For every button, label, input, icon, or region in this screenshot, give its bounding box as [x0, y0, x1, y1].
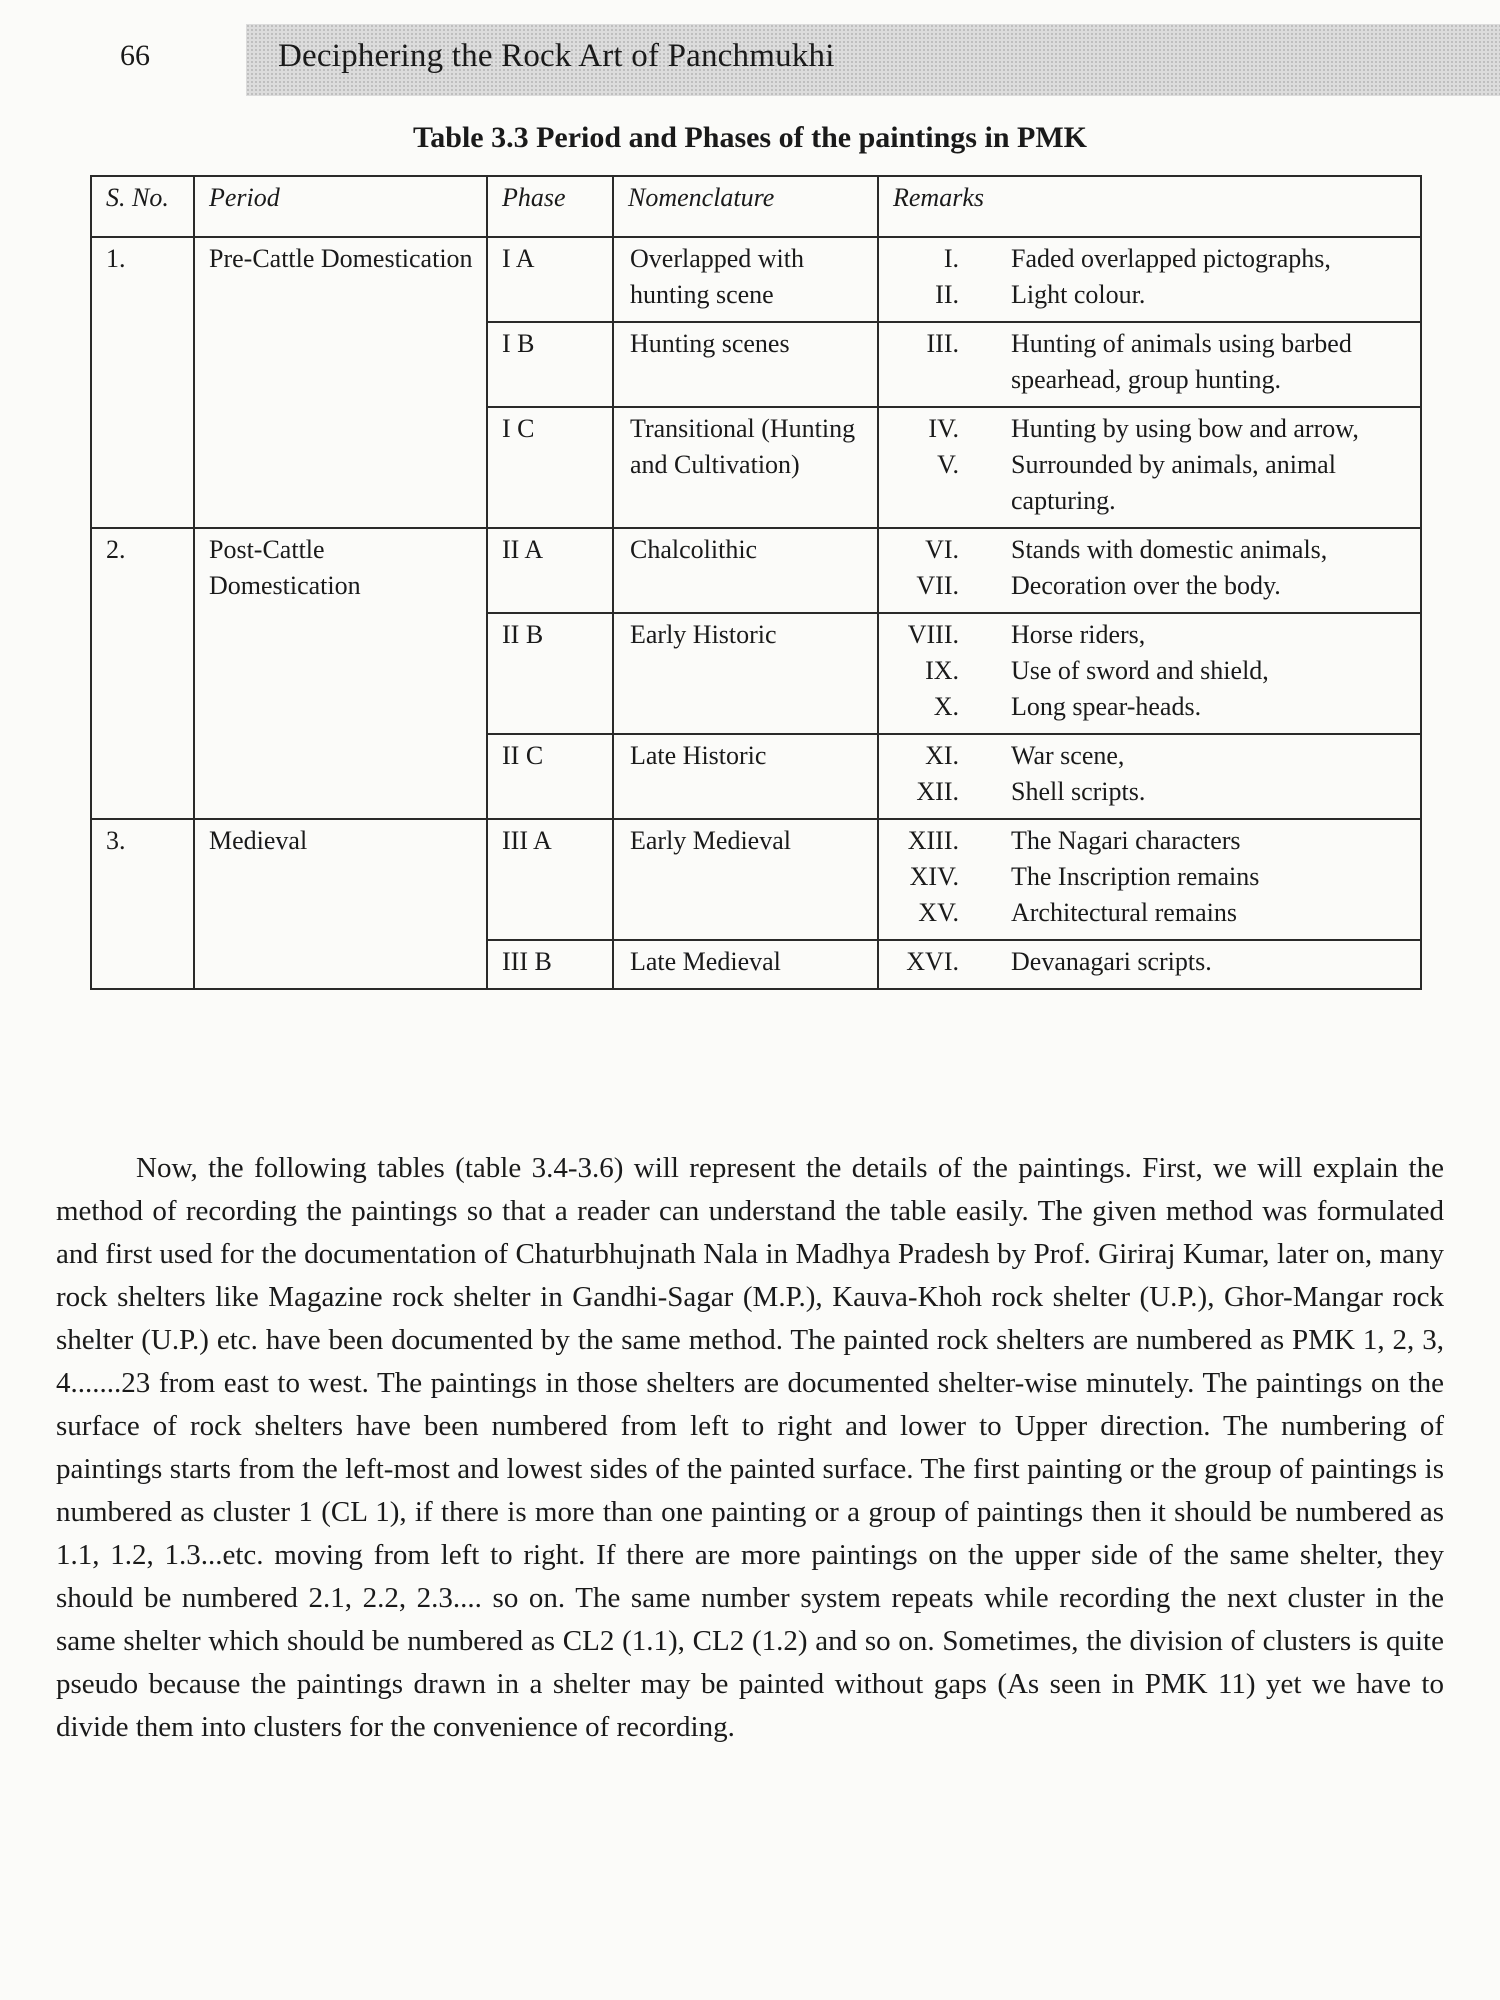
periods-table [90, 175, 1422, 990]
remark-numeral: XV. [918, 898, 959, 927]
cell-nomenclature: Overlapped with hunting scene [613, 237, 878, 322]
remark-item [893, 617, 1410, 653]
remark-text: The Inscription remains [1011, 862, 1260, 891]
remark-text: Surrounded by animals, animal capturing. [1011, 450, 1336, 515]
remarks-list [893, 738, 1410, 810]
remarks-list [893, 823, 1410, 931]
remark-item [893, 859, 1410, 895]
remarks-list [893, 411, 1410, 519]
page-number: 66 [120, 39, 150, 72]
cell-phase: III B [487, 940, 613, 989]
cell-sno: 3. [91, 819, 194, 989]
cell-phase: II C [487, 734, 613, 819]
cell-nomenclature: Early Medieval [613, 819, 878, 940]
column-header-phase: Phase [487, 176, 613, 237]
cell-remarks [878, 940, 1421, 989]
remark-numeral: VI. [925, 535, 959, 564]
remarks-list [893, 617, 1410, 725]
remark-item [893, 895, 1410, 931]
remark-numeral: V. [937, 450, 959, 479]
remark-numeral: III. [926, 329, 959, 358]
column-header-sno: S. No. [91, 176, 194, 237]
remark-numeral: XII. [916, 777, 959, 806]
remark-text: Light colour. [1011, 280, 1146, 309]
cell-remarks [878, 613, 1421, 734]
column-header-nomenclature: Nomenclature [613, 176, 878, 237]
remark-item [893, 277, 1410, 313]
remark-text: Architectural remains [1011, 898, 1237, 927]
cell-phase: II B [487, 613, 613, 734]
cell-nomenclature: Early Historic [613, 613, 878, 734]
cell-phase: III A [487, 819, 613, 940]
remark-numeral: XI. [925, 741, 959, 770]
remark-item [893, 823, 1410, 859]
remark-item [893, 738, 1410, 774]
remark-item [893, 653, 1410, 689]
remark-item [893, 326, 1410, 398]
remark-text: Use of sword and shield, [1011, 656, 1269, 685]
cell-remarks [878, 237, 1421, 322]
table-caption: Table 3.3 Period and Phases of the paintings in PMK [413, 121, 1087, 154]
remark-numeral: X. [933, 692, 959, 721]
table-row [91, 819, 1421, 940]
body-paragraph: Now, the following tables (table 3.4-3.6) will represent the details of the paintings. First, we will explain the method of recording the paintings so that a reader can understand the table easily. The given method was formulated and first used for the documentation of Chaturbhujnath Nala in Madhya Pradesh by Prof. Giriraj Kumar, later on, many rock shelters like Magazine rock shelter in Gandhi-Sagar (M.P.), Kauva-Khoh rock shelter (U.P.), Ghor-Mangar rock shelter (U.P.) etc. have been documented by the same method. The painted rock shelters are numbered as PMK 1, 2, 3, 4.......23 from east to west. The paintings in those shelters are documented shelter-wise minutely. The paintings on the surface of rock shelters have been numbered from left to right and lower to Upper direction. The numbering of paintings starts from the left-most and lowest sides of the painted surface. The first painting or the group of paintings is numbered as cluster 1 (CL 1), if there is more than one painting or a group of paintings then it should be numbered as 1.1, 1.2, 1.3...etc. moving from left to right. If there are more paintings on the upper side of the same shelter, they should be numbered 2.1, 2.2, 2.3.... so on. The same number system repeats while recording the next cluster in the same shelter which should be numbered as CL2 (1.1), CL2 (1.2) and so on. Sometimes, the division of clusters is quite pseudo because the paintings drawn in a shelter may be painted without gaps (As seen in PMK 11) yet we have to divide them into clusters for the convenience of recording. [56, 1152, 1444, 1743]
remark-text: War scene, [1011, 741, 1125, 770]
remarks-list [893, 241, 1410, 313]
remark-text: Hunting by using bow and arrow, [1011, 414, 1359, 443]
remark-text: The Nagari characters [1011, 826, 1241, 855]
cell-nomenclature: Late Historic [613, 734, 878, 819]
remark-numeral: II. [935, 280, 959, 309]
remark-item [893, 411, 1410, 447]
cell-phase: I B [487, 322, 613, 407]
column-header-period: Period [194, 176, 487, 237]
remark-item [893, 774, 1410, 810]
table-row [91, 528, 1421, 613]
remark-numeral: XIV. [909, 862, 959, 891]
cell-phase: I C [487, 407, 613, 528]
cell-period: Medieval [194, 819, 487, 989]
table-row [91, 237, 1421, 322]
cell-remarks [878, 528, 1421, 613]
remark-numeral: I. [943, 244, 959, 273]
table-header-row [91, 176, 1421, 237]
remark-numeral: IX. [925, 656, 959, 685]
column-header-remarks: Remarks [878, 176, 1421, 237]
remarks-list [893, 944, 1410, 980]
remark-text: Stands with domestic animals, [1011, 535, 1328, 564]
remark-item [893, 689, 1410, 725]
cell-phase: I A [487, 237, 613, 322]
cell-sno: 1. [91, 237, 194, 528]
remark-text: Shell scripts. [1011, 777, 1146, 806]
remark-numeral: XIII. [907, 826, 959, 855]
remark-numeral: IV. [928, 414, 959, 443]
remarks-list [893, 532, 1410, 604]
table-body [91, 237, 1421, 989]
cell-remarks [878, 819, 1421, 940]
remark-text: Horse riders, [1011, 620, 1146, 649]
cell-period: Pre-Cattle Domestication [194, 237, 487, 528]
remark-item [893, 241, 1410, 277]
remark-text: Long spear-heads. [1011, 692, 1202, 721]
remark-numeral: XVI. [906, 947, 959, 976]
remark-item [893, 447, 1410, 519]
cell-nomenclature: Chalcolithic [613, 528, 878, 613]
cell-nomenclature: Hunting scenes [613, 322, 878, 407]
cell-remarks [878, 322, 1421, 407]
remark-text: Faded overlapped pictographs, [1011, 244, 1331, 273]
remark-numeral: VIII. [907, 620, 959, 649]
cell-nomenclature: Late Medieval [613, 940, 878, 989]
running-title: Deciphering the Rock Art of Panchmukhi [278, 38, 835, 74]
remark-item [893, 568, 1410, 604]
cell-phase: II A [487, 528, 613, 613]
remark-text: Decoration over the body. [1011, 571, 1281, 600]
remark-text: Devanagari scripts. [1011, 947, 1212, 976]
remark-numeral: VII. [916, 571, 959, 600]
cell-remarks [878, 407, 1421, 528]
remark-item [893, 532, 1410, 568]
remarks-list [893, 326, 1410, 398]
cell-sno: 2. [91, 528, 194, 819]
remark-text: Hunting of animals using barbed spearhead, group hunting. [1011, 329, 1352, 394]
cell-nomenclature: Transitional (Hunting and Cultivation) [613, 407, 878, 528]
cell-period: Post-Cattle Domestication [194, 528, 487, 819]
cell-remarks [878, 734, 1421, 819]
remark-item [893, 944, 1410, 980]
